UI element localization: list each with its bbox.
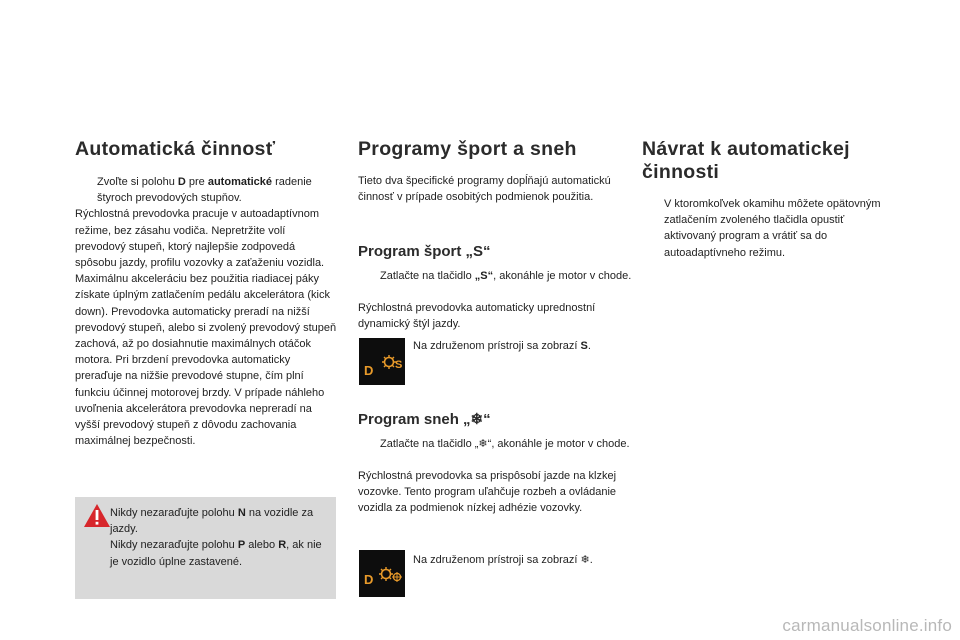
svg-text:S: S (395, 359, 403, 371)
paragraph-snow: Rýchlostná prevodovka sa prispôsobí jazde na klzkej vozovke. Tento program uľahčuje rozbeh a ovládanie vozidla za podmienok nízkej adhézie vozovky. (358, 470, 617, 515)
warning-text: Nikdy nezaraďujte polohu N na vozidle za jazdy. Nikdy nezaraďujte polohu P alebo R, ak nie je vozidlo úplne zastavené. (110, 507, 322, 568)
warning-box (75, 497, 336, 599)
dashboard-sport-icon (359, 338, 405, 385)
heading-snow: Program sneh „❄“ (358, 411, 491, 428)
sport-display-text: Na združenom prístroji sa zobrazí S. (413, 340, 591, 352)
paragraph-programs-intro: Tieto dva špecifické programy dopĺňajú automatickú činnosť v prípade osobitých podmienok použitia. (358, 175, 611, 204)
dashboard-snow-icon (359, 550, 405, 597)
svg-text:D: D (364, 363, 374, 378)
paragraph-automatic: Rýchlostná prevodovka pracuje v autoadaptívnom režime, bez zásahu vodiča. Nepretržite volí prevodový stupeň, ktorý najlepšie zodpovedá spôsobu jazdy, profilu vozovky a zaťaženiu vozidla. Maximálnu akceleráciu bez použitia riadiacej páky získate úplným zatlačením pedálu akcelerátora (kick down). Prevodovka automaticky preradí na nižší prevodový stupeň, alebo si zvolený prevodový stupeň zachová, až po dosiahnutie maximálnych otáčok motora. Pri brzdení prevodovka automaticky preraďuje na nižšie prevodové stupne, čím plní funkciu účinnej motorovej brzdy. V prípade náhleho uvoľnenia akcelerátora prevodovka nepreradí na vyšší prevodový stupeň z dôvodu zachovania maximálnej bezpečnosti. (75, 208, 337, 448)
column-return (642, 138, 897, 261)
bullet-select-d: Zvoľte si polohu D pre automatické radenie štyroch prevodových stupňov. (97, 176, 312, 205)
svg-text:D: D (364, 572, 374, 587)
heading-programs: Programy šport a sneh (358, 138, 577, 160)
watermark-text: carmanualsonline.info (782, 616, 952, 635)
bullet-return: V ktoromkoľvek okamihu môžete opätovným zatlačením zvoleného tlačidla opustiť aktivovaný program a vrátiť sa do autoadaptívneho režimu. (664, 198, 881, 259)
heading-sport: Program šport „S“ (358, 243, 491, 260)
column-automatic (75, 138, 337, 449)
bullet-snow: Zatlačte na tlačidlo „❄“, akonáhle je motor v chode. (380, 438, 630, 450)
warning-icon (83, 503, 111, 528)
heading-automatic: Automatická činnosť (75, 138, 276, 160)
snow-display-text: Na združenom prístroji sa zobrazí ❄. (413, 554, 593, 566)
bullet-sport: Zatlačte na tlačidlo „S“, akonáhle je motor v chode. (380, 270, 632, 282)
column-programs (358, 138, 632, 608)
heading-return: Návrat k automatickej činnosti (642, 138, 850, 183)
paragraph-sport: Rýchlostná prevodovka automaticky uprednostní dynamický štýl jazdy. (358, 302, 596, 331)
